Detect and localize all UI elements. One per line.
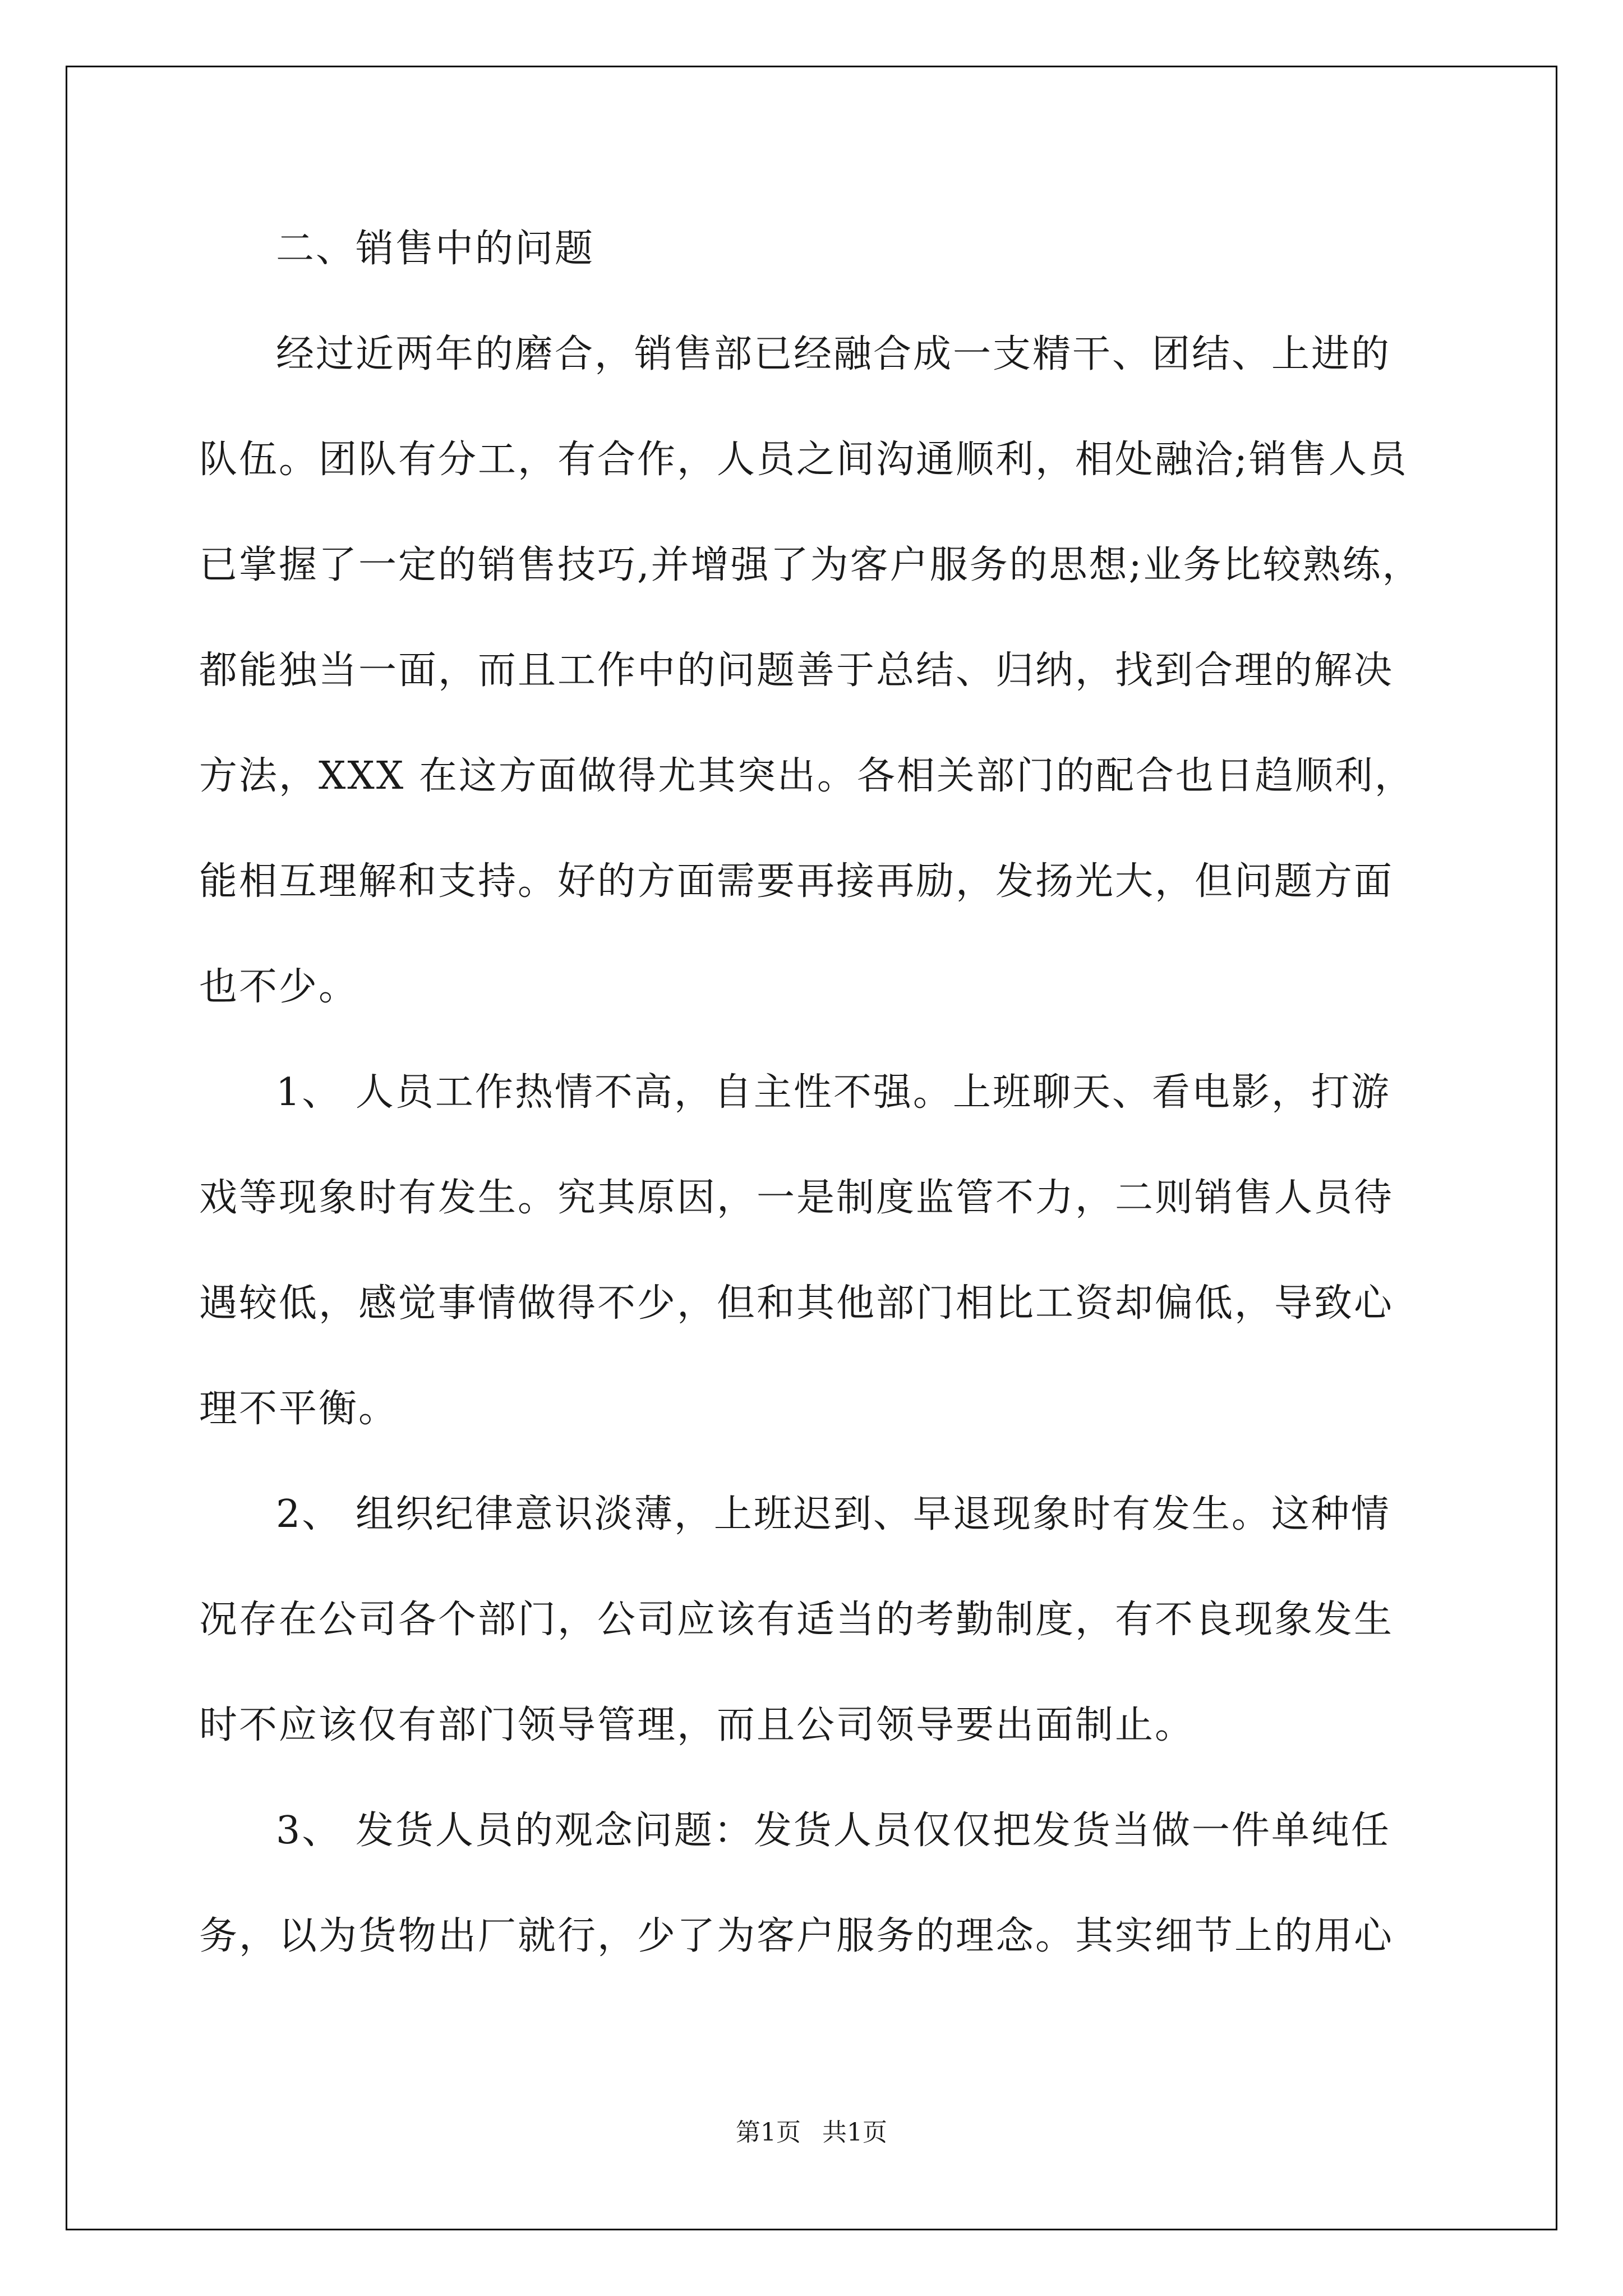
list-item-1-line: 戏等现象时有发生。究其原因，一是制度监管不力，二则销售人员待 [199,1176,1394,1220]
list-item-1-line: 遇较低，感觉事情做得不少，但和其他部门相比工资却偏低，导致心 [199,1281,1394,1326]
list-item-1-line: 理不平衡。 [199,1387,399,1431]
paragraph-line: 队伍。团队有分工，有合作，人员之间沟通顺利，相处融洽;销售人员 [199,438,1408,482]
paragraph-line: 方法，XXX 在这方面做得尤其突出。各相关部门的配合也日趋顺利， [199,754,1414,798]
page-number-total: 共1页 [822,2118,887,2147]
list-item-2-line: 时不应该仅有部门领导管理，而且公司领导要出面制止。 [199,1703,1195,1747]
paragraph-line: 也不少。 [199,965,359,1009]
paragraph-line: 已掌握了一定的销售技巧,并增强了为客户服务的思想;业务比较熟练， [199,543,1422,587]
list-item-3-line: 务，以为货物出厂就行，少了为客户服务的理念。其实细节上的用心 [199,1914,1394,1958]
document-body [199,210,1427,2003]
list-item-3-line: 3、 发货人员的观念问题：发货人员仅仅把发货当做一件单纯任 [276,1809,1391,1853]
list-item-2-line: 2、 组织纪律意识淡薄，上班迟到、早退现象时有发生。这种情 [276,1492,1391,1536]
page-number-current: 第1页 [736,2118,801,2147]
page-footer [0,2112,1623,2148]
paragraph-line: 都能独当一面，而且工作中的问题善于总结、归纳，找到合理的解决 [199,648,1394,693]
list-item-1-line: 1、 人员工作热情不高，自主性不强。上班聊天、看电影，打游 [276,1070,1391,1115]
section-heading: 二、销售中的问题 [276,227,595,271]
list-item-2-line: 况存在公司各个部门，公司应该有适当的考勤制度，有不良现象发生 [199,1598,1394,1642]
paragraph-line: 能相互理解和支持。好的方面需要再接再励，发扬光大，但问题方面 [199,859,1394,904]
paragraph-line: 经过近两年的磨合，销售部已经融合成一支精干、团结、上进的 [276,332,1391,376]
